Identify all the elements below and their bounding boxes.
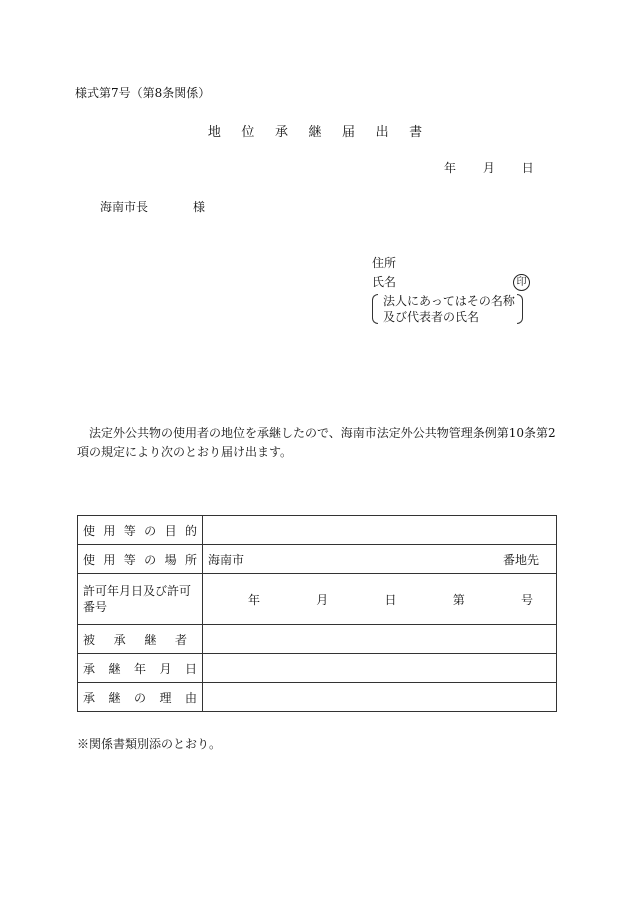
seal-mark: 印 [513,274,530,291]
reason-value[interactable] [203,683,557,712]
title-char: 位 [241,125,255,140]
table-row [78,683,557,712]
date-line [444,159,534,176]
permit-year: 年 [248,592,261,607]
successor-value[interactable] [203,625,557,654]
permit-value[interactable] [203,574,557,625]
table-row [78,516,557,545]
title-char: 出 [375,125,389,140]
table-row [78,574,557,625]
right-bracket [517,294,523,324]
permit-no-suffix: 号 [520,592,533,607]
purpose-value[interactable] [203,516,557,545]
table-row [78,545,557,574]
permit-month: 月 [316,592,329,607]
name-row [372,273,527,292]
addressee [100,198,205,215]
purpose-label: 使 用 等 の 目 的 [83,523,197,538]
permit-day: 日 [384,592,397,607]
place-city: 海南市 [208,552,245,567]
footnote: ※関係書類別添のとおり。 [77,737,222,751]
form-number: 様式第7号（第8条関係） [75,86,211,100]
corporate-note-line2: 及び代表者の氏名 [383,310,480,324]
title-char: 継 [308,125,322,140]
table-row [78,625,557,654]
succession-date-label: 承 継 年 月 日 [83,661,197,676]
succession-date-value[interactable] [203,654,557,683]
permit-label: 許可年月日及び許可番号 [78,574,203,625]
details-table [77,515,557,712]
address-label: 住所 [372,256,397,270]
title-char: 地 [207,125,221,140]
date-month: 月 [482,161,495,175]
place-label: 使 用 等 の 場 所 [83,552,197,567]
place-suffix: 番地先 [502,552,539,567]
table-row [78,654,557,683]
place-value[interactable] [203,545,557,574]
address-row [372,254,523,273]
successor-label: 被 承 継 者 [83,632,187,647]
title-char: 届 [342,125,356,140]
permit-no-prefix: 第 [452,592,465,607]
date-year: 年 [444,161,457,175]
applicant-block [372,254,527,325]
date-day: 日 [521,161,534,175]
left-bracket [372,294,378,324]
corporate-note [372,293,523,325]
reason-label: 承 継 の 理 由 [83,690,197,705]
title-char: 承 [274,125,288,140]
name-label: 氏名 [372,275,397,289]
addressee-name: 海南市長 [100,200,149,214]
title-char: 書 [409,125,423,140]
addressee-honorific: 様 [193,200,206,214]
body-text: 法定外公共物の使用者の地位を承継したので、海南市法定外公共物管理条例第10条第2項の規定により次のとおり届け出ます。 [77,426,556,459]
document-title [0,121,630,140]
corporate-note-line1: 法人にあってはその名称 [383,294,515,308]
